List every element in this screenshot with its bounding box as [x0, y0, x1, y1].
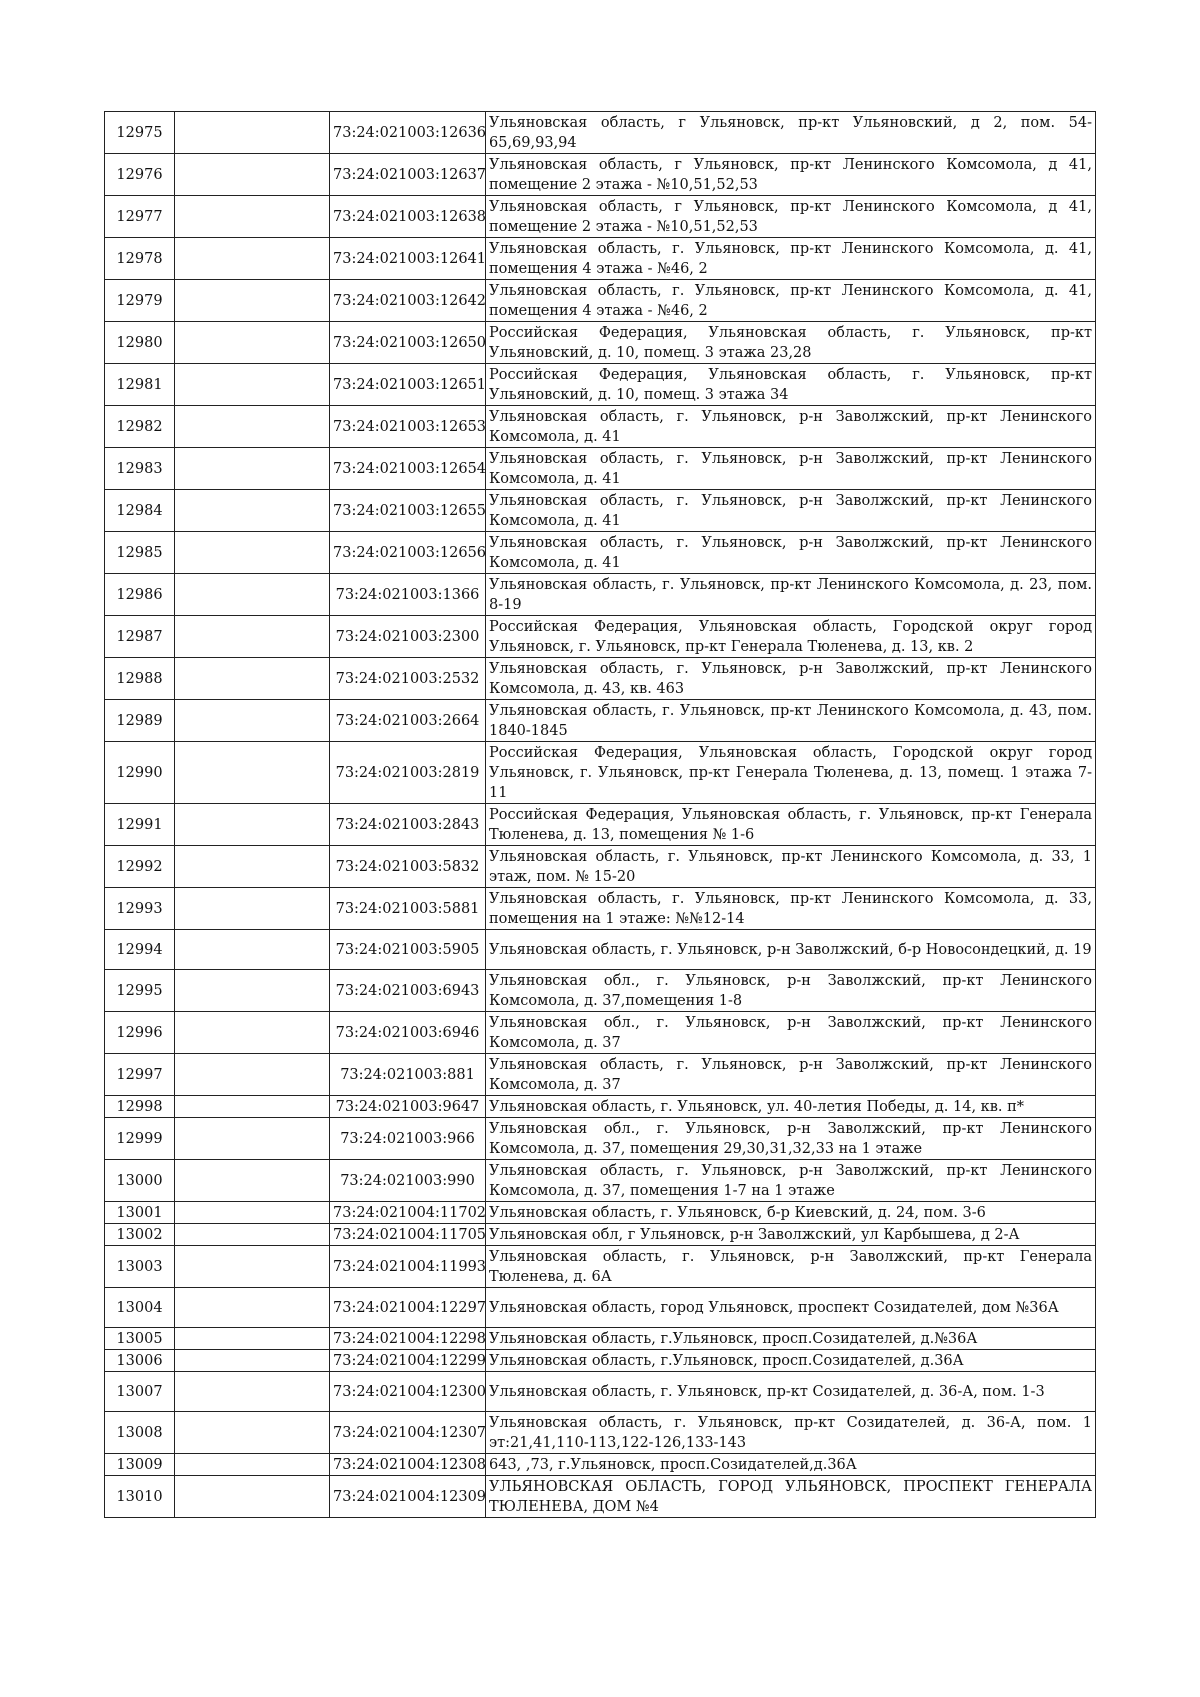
table-row [105, 112, 1096, 154]
cadastral-number: 73:24:021003:12654 [330, 448, 486, 490]
address: Ульяновская область, г. Ульяновск, р-н Заволжский, пр-кт Ленинского Комсомола, д. 41 [486, 406, 1096, 448]
row-number: 12999 [105, 1118, 175, 1160]
row-number: 12981 [105, 364, 175, 406]
cadastral-number: 73:24:021004:11702 [330, 1202, 486, 1224]
address: Ульяновская область, г. Ульяновск, ул. 40-летия Победы, д. 14, кв. п* [486, 1096, 1096, 1118]
table-row [105, 574, 1096, 616]
empty-cell [175, 1096, 330, 1118]
empty-cell [175, 280, 330, 322]
table-row [105, 1054, 1096, 1096]
empty-cell [175, 1350, 330, 1372]
table-row [105, 154, 1096, 196]
address: Ульяновская область, г. Ульяновск, пр-кт Ленинского Комсомола, д. 33, помещения на 1 этаже: №№12-14 [486, 888, 1096, 930]
row-number: 13007 [105, 1372, 175, 1412]
table-row [105, 532, 1096, 574]
table-row [105, 700, 1096, 742]
address: Ульяновская область, г. Ульяновск, р-н Заволжский, пр-кт Генерала Тюленева, д. 6А [486, 1246, 1096, 1288]
cadastral-number: 73:24:021003:2300 [330, 616, 486, 658]
cadastral-number: 73:24:021003:12651 [330, 364, 486, 406]
empty-cell [175, 1012, 330, 1054]
address: Ульяновская область, г. Ульяновск, пр-кт Созидателей, д. 36-А, пом. 1 эт:21,41,110-113,122-126,133-143 [486, 1412, 1096, 1454]
table-row [105, 742, 1096, 804]
address: Ульяновская обл., г. Ульяновск, р-н Заволжский, пр-кт Ленинского Комсомола, д. 37 [486, 1012, 1096, 1054]
empty-cell [175, 1054, 330, 1096]
address: Ульяновская область, г. Ульяновск, пр-кт Созидателей, д. 36-А, пом. 1-3 [486, 1372, 1096, 1412]
cadastral-number: 73:24:021003:12641 [330, 238, 486, 280]
row-number: 12993 [105, 888, 175, 930]
cadastral-number: 73:24:021003:9647 [330, 1096, 486, 1118]
empty-cell [175, 532, 330, 574]
empty-cell [175, 196, 330, 238]
address: Ульяновская область, г. Ульяновск, р-н Заволжский, пр-кт Ленинского Комсомола, д. 41 [486, 490, 1096, 532]
row-number: 12992 [105, 846, 175, 888]
address: Ульяновская область, г. Ульяновск, р-н Заволжский, б-р Новосондецкий, д. 19 [486, 930, 1096, 970]
table-body [105, 112, 1096, 1518]
table-row [105, 1246, 1096, 1288]
cadastral-number: 73:24:021004:12297 [330, 1288, 486, 1328]
cadastral-number: 73:24:021003:966 [330, 1118, 486, 1160]
table-row [105, 322, 1096, 364]
cadastral-number: 73:24:021003:881 [330, 1054, 486, 1096]
row-number: 12985 [105, 532, 175, 574]
address: Ульяновская область, г. Ульяновск, р-н Заволжский, пр-кт Ленинского Комсомола, д. 41 [486, 448, 1096, 490]
address: Ульяновская область, г. Ульяновск, р-н Заволжский, пр-кт Ленинского Комсомола, д. 43, кв. 463 [486, 658, 1096, 700]
table-row [105, 970, 1096, 1012]
row-number: 13002 [105, 1224, 175, 1246]
address: Ульяновская область, г. Ульяновск, пр-кт Ленинского Комсомола, д. 43, пом. 1840-1845 [486, 700, 1096, 742]
empty-cell [175, 322, 330, 364]
cadastral-number: 73:24:021003:12650 [330, 322, 486, 364]
row-number: 12980 [105, 322, 175, 364]
table-row [105, 930, 1096, 970]
cadastral-number: 73:24:021003:5832 [330, 846, 486, 888]
table-row [105, 1454, 1096, 1476]
empty-cell [175, 1288, 330, 1328]
row-number: 12988 [105, 658, 175, 700]
row-number: 12982 [105, 406, 175, 448]
empty-cell [175, 700, 330, 742]
cadastral-number: 73:24:021004:12308 [330, 1454, 486, 1476]
address: Ульяновская область, г.Ульяновск, просп.Созидателей, д.№36А [486, 1328, 1096, 1350]
address: 643, ,73, г.Ульяновск, просп.Созидателей,д.36А [486, 1454, 1096, 1476]
empty-cell [175, 1246, 330, 1288]
empty-cell [175, 846, 330, 888]
address: Ульяновская область, г. Ульяновск, пр-кт Ленинского Комсомола, д. 23, пом. 8-19 [486, 574, 1096, 616]
row-number: 13000 [105, 1160, 175, 1202]
table-row [105, 364, 1096, 406]
empty-cell [175, 1372, 330, 1412]
address: Российская Федерация, Ульяновская область, Городской округ город Ульяновск, г. Ульяновск, пр-кт Генерала Тюленева, д. 13, кв. 2 [486, 616, 1096, 658]
table-row [105, 1412, 1096, 1454]
property-table [104, 111, 1096, 1518]
empty-cell [175, 888, 330, 930]
table-row [105, 1160, 1096, 1202]
row-number: 13004 [105, 1288, 175, 1328]
cadastral-number: 73:24:021003:12656 [330, 532, 486, 574]
row-number: 12994 [105, 930, 175, 970]
address: Российская Федерация, Ульяновская область, г. Ульяновск, пр-кт Ульяновский, д. 10, помещ. 3 этажа 34 [486, 364, 1096, 406]
cadastral-number: 73:24:021003:12637 [330, 154, 486, 196]
empty-cell [175, 1412, 330, 1454]
table-row [105, 1288, 1096, 1328]
address: Ульяновская область, г. Ульяновск, р-н Заволжский, пр-кт Ленинского Комсомола, д. 37, помещения 1-7 на 1 этаже [486, 1160, 1096, 1202]
row-number: 12983 [105, 448, 175, 490]
empty-cell [175, 490, 330, 532]
table-row [105, 846, 1096, 888]
empty-cell [175, 154, 330, 196]
row-number: 13005 [105, 1328, 175, 1350]
cadastral-number: 73:24:021003:2532 [330, 658, 486, 700]
table-row [105, 658, 1096, 700]
cadastral-number: 73:24:021003:12653 [330, 406, 486, 448]
empty-cell [175, 238, 330, 280]
empty-cell [175, 574, 330, 616]
cadastral-number: 73:24:021003:5905 [330, 930, 486, 970]
table-row [105, 1012, 1096, 1054]
address: УЛЬЯНОВСКАЯ ОБЛАСТЬ, ГОРОД УЛЬЯНОВСК, ПРОСПЕКТ ГЕНЕРАЛА ТЮЛЕНЕВА, ДОМ №4 [486, 1476, 1096, 1518]
row-number: 13010 [105, 1476, 175, 1518]
address: Российская Федерация, Ульяновская область, г. Ульяновск, пр-кт Ульяновский, д. 10, помещ. 3 этажа 23,28 [486, 322, 1096, 364]
table-row [105, 1350, 1096, 1372]
table-row [105, 448, 1096, 490]
row-number: 12979 [105, 280, 175, 322]
table-row [105, 616, 1096, 658]
table-row [105, 238, 1096, 280]
address: Ульяновская область, г.Ульяновск, просп.Созидателей, д.36А [486, 1350, 1096, 1372]
cadastral-number: 73:24:021004:12307 [330, 1412, 486, 1454]
row-number: 12995 [105, 970, 175, 1012]
empty-cell [175, 742, 330, 804]
row-number: 12996 [105, 1012, 175, 1054]
address: Ульяновская область, г. Ульяновск, р-н Заволжский, пр-кт Ленинского Комсомола, д. 37 [486, 1054, 1096, 1096]
empty-cell [175, 364, 330, 406]
cadastral-number: 73:24:021003:6943 [330, 970, 486, 1012]
empty-cell [175, 1454, 330, 1476]
row-number: 12991 [105, 804, 175, 846]
table-row [105, 490, 1096, 532]
address: Ульяновская область, г. Ульяновск, б-р Киевский, д. 24, пом. 3-6 [486, 1202, 1096, 1224]
empty-cell [175, 1118, 330, 1160]
row-number: 12977 [105, 196, 175, 238]
row-number: 12989 [105, 700, 175, 742]
table-row [105, 1372, 1096, 1412]
table-row [105, 1118, 1096, 1160]
table-row [105, 1476, 1096, 1518]
table-row [105, 1096, 1096, 1118]
empty-cell [175, 448, 330, 490]
empty-cell [175, 1202, 330, 1224]
empty-cell [175, 1160, 330, 1202]
row-number: 13008 [105, 1412, 175, 1454]
cadastral-number: 73:24:021003:2819 [330, 742, 486, 804]
cadastral-number: 73:24:021004:12298 [330, 1328, 486, 1350]
table-row [105, 1224, 1096, 1246]
table-row [105, 804, 1096, 846]
cadastral-number: 73:24:021003:12655 [330, 490, 486, 532]
empty-cell [175, 804, 330, 846]
address: Ульяновская область, город Ульяновск, проспект Созидателей, дом №36А [486, 1288, 1096, 1328]
address: Ульяновская область, г. Ульяновск, пр-кт Ленинского Комсомола, д. 41, помещения 4 этажа - №46, 2 [486, 238, 1096, 280]
address: Ульяновская область, г. Ульяновск, р-н Заволжский, пр-кт Ленинского Комсомола, д. 41 [486, 532, 1096, 574]
row-number: 13001 [105, 1202, 175, 1224]
address: Ульяновская область, г. Ульяновск, пр-кт Ленинского Комсомола, д. 41, помещения 4 этажа - №46, 2 [486, 280, 1096, 322]
empty-cell [175, 930, 330, 970]
row-number: 12984 [105, 490, 175, 532]
row-number: 12978 [105, 238, 175, 280]
cadastral-number: 73:24:021003:12638 [330, 196, 486, 238]
row-number: 12990 [105, 742, 175, 804]
row-number: 12998 [105, 1096, 175, 1118]
table-row [105, 888, 1096, 930]
row-number: 13003 [105, 1246, 175, 1288]
cadastral-number: 73:24:021003:12642 [330, 280, 486, 322]
table-row [105, 196, 1096, 238]
cadastral-number: 73:24:021003:5881 [330, 888, 486, 930]
cadastral-number: 73:24:021004:12300 [330, 1372, 486, 1412]
row-number: 12976 [105, 154, 175, 196]
cadastral-number: 73:24:021004:12309 [330, 1476, 486, 1518]
row-number: 13006 [105, 1350, 175, 1372]
address: Ульяновская область, г Ульяновск, пр-кт Ленинского Комсомола, д 41, помещение 2 этажа - №10,51,52,53 [486, 196, 1096, 238]
address: Ульяновская обл, г Ульяновск, р-н Заволжский, ул Карбышева, д 2-А [486, 1224, 1096, 1246]
cadastral-number: 73:24:021003:990 [330, 1160, 486, 1202]
address: Ульяновская обл., г. Ульяновск, р-н Заволжский, пр-кт Ленинского Комсомола, д. 37, помещения 29,30,31,32,33 на 1 этаже [486, 1118, 1096, 1160]
cadastral-number: 73:24:021003:2843 [330, 804, 486, 846]
cadastral-number: 73:24:021003:2664 [330, 700, 486, 742]
row-number: 13009 [105, 1454, 175, 1476]
table-row [105, 280, 1096, 322]
empty-cell [175, 970, 330, 1012]
row-number: 12975 [105, 112, 175, 154]
table-row [105, 1328, 1096, 1350]
cadastral-number: 73:24:021003:12636 [330, 112, 486, 154]
empty-cell [175, 1476, 330, 1518]
empty-cell [175, 616, 330, 658]
row-number: 12987 [105, 616, 175, 658]
table-row [105, 406, 1096, 448]
row-number: 12986 [105, 574, 175, 616]
empty-cell [175, 406, 330, 448]
empty-cell [175, 1224, 330, 1246]
cadastral-number: 73:24:021003:6946 [330, 1012, 486, 1054]
empty-cell [175, 1328, 330, 1350]
address: Ульяновская обл., г. Ульяновск, р-н Заволжский, пр-кт Ленинского Комсомола, д. 37,помещения 1-8 [486, 970, 1096, 1012]
table-row [105, 1202, 1096, 1224]
address: Ульяновская область, г Ульяновск, пр-кт Ульяновский, д 2, пом. 54-65,69,93,94 [486, 112, 1096, 154]
address: Российская Федерация, Ульяновская область, г. Ульяновск, пр-кт Генерала Тюленева, д. 13, помещения № 1-6 [486, 804, 1096, 846]
address: Российская Федерация, Ульяновская область, Городской округ город Ульяновск, г. Ульяновск, пр-кт Генерала Тюленева, д. 13, помещ. 1 этажа 7-11 [486, 742, 1096, 804]
address: Ульяновская область, г. Ульяновск, пр-кт Ленинского Комсомола, д. 33, 1 этаж, пом. № 15-20 [486, 846, 1096, 888]
cadastral-number: 73:24:021004:12299 [330, 1350, 486, 1372]
empty-cell [175, 658, 330, 700]
empty-cell [175, 112, 330, 154]
address: Ульяновская область, г Ульяновск, пр-кт Ленинского Комсомола, д 41, помещение 2 этажа - №10,51,52,53 [486, 154, 1096, 196]
row-number: 12997 [105, 1054, 175, 1096]
cadastral-number: 73:24:021003:1366 [330, 574, 486, 616]
cadastral-number: 73:24:021004:11705 [330, 1224, 486, 1246]
cadastral-number: 73:24:021004:11993 [330, 1246, 486, 1288]
